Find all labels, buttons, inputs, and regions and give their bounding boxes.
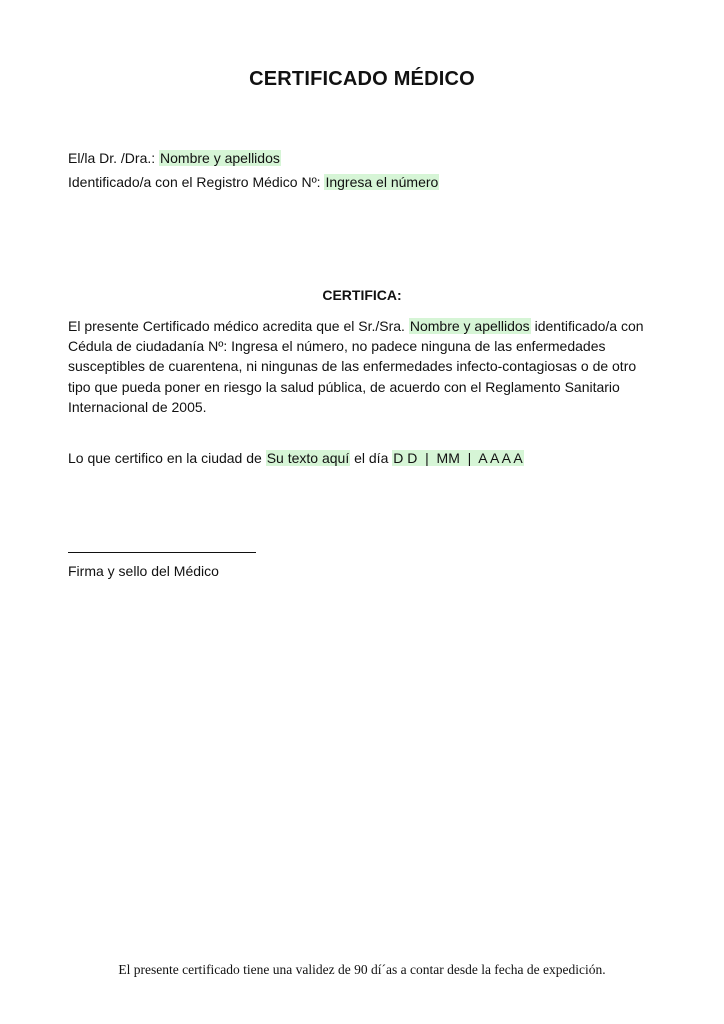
signature-label: Firma y sello del Médico	[68, 563, 219, 579]
body-rest: identificado/a con Cédula de ciudadanía Nº: Ingresa el número, no padece ninguna de las enfermedades susceptibles de cuarentena, ni ningunas de las enfermedades infecto-contagiosas o de otro tipo que pueda poner en riesgo la salud pública, de acuerdo con el Reglamento Sanitario Internacional de 2005.	[68, 318, 644, 415]
registry-number-field[interactable]: Ingresa el número	[325, 174, 439, 190]
doctor-name-field[interactable]: Nombre y apellidos	[160, 150, 280, 166]
section-title: CERTIFICA:	[322, 287, 402, 303]
city-field[interactable]: Su texto aquí	[266, 450, 350, 466]
city-prefix: Lo que certifico en la ciudad de	[68, 450, 262, 466]
date-field[interactable]: D D | MM | A A A A	[393, 450, 523, 466]
registry-line	[68, 174, 439, 190]
body-prefix: El presente Certificado médico acredita que el Sr./Sra.	[68, 318, 405, 334]
doctor-line	[68, 150, 281, 166]
city-middle: el día	[354, 450, 389, 466]
registry-label: Identificado/a con el Registro Médico Nº:	[68, 174, 321, 190]
doctor-label: El/la Dr. /Dra.:	[68, 150, 156, 166]
signature-line	[68, 552, 256, 553]
document-title: CERTIFICADO MÉDICO	[249, 68, 475, 90]
validity-footer: El presente certificado tiene una validez de 90 dí´as a contar desde la fecha de expedición.	[118, 962, 606, 977]
patient-name-field[interactable]: Nombre y apellidos	[409, 318, 530, 334]
certificate-body	[68, 316, 658, 417]
city-date-line	[68, 450, 524, 466]
